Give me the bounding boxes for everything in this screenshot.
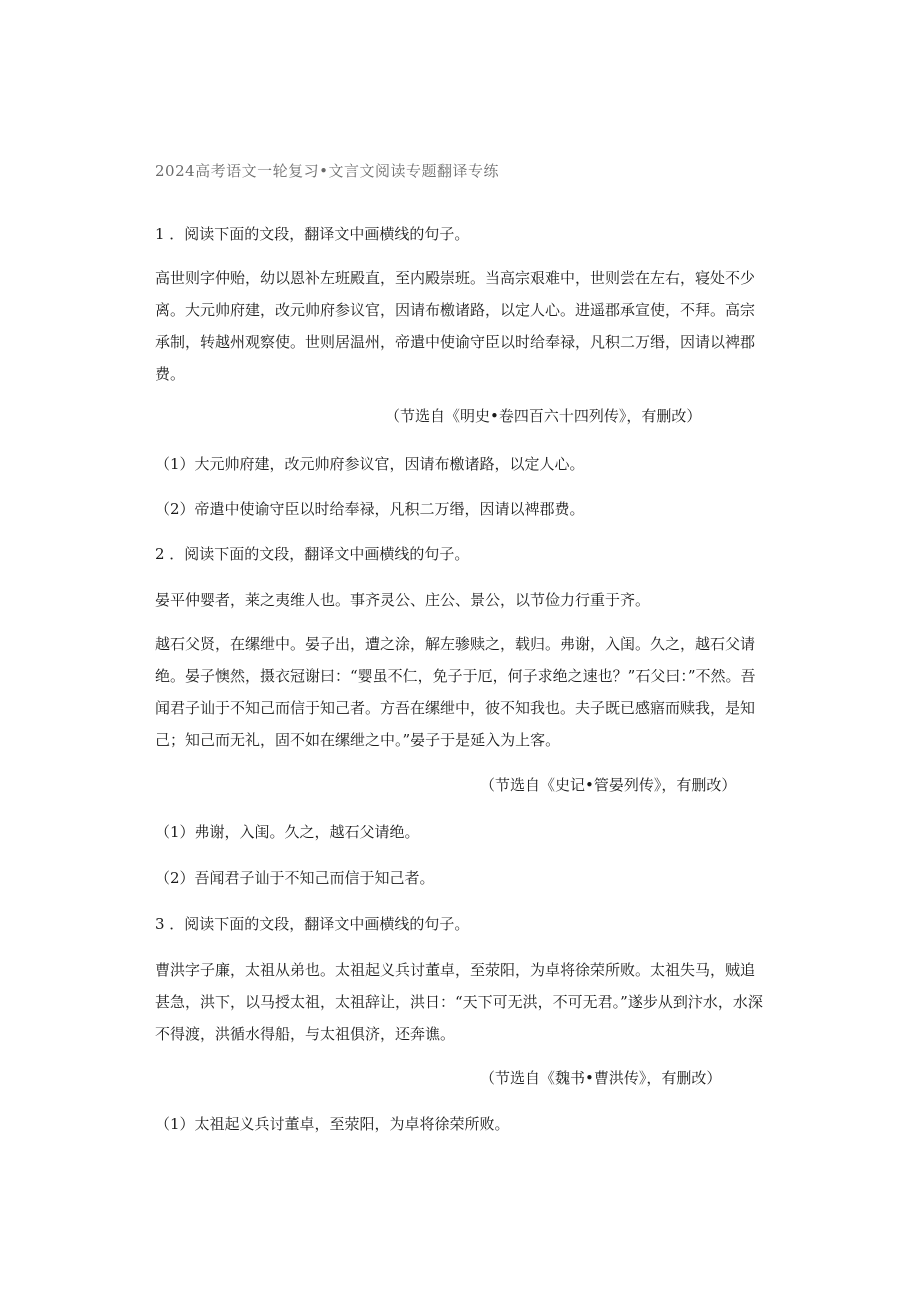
question-1-sub-2: （2）帝遣中使谕守臣以时给奉禄，凡积二万缗，因请以裨郡费。 (155, 500, 585, 518)
question-2-sub-1: （1）弗谢，入闺。久之，越石父请绝。 (155, 823, 420, 841)
question-3-heading: 3 ．阅读下面的文段，翻译文中画横线的句子。 (155, 915, 470, 933)
question-2-heading: 2 ．阅读下面的文段，翻译文中画横线的句子。 (155, 545, 470, 563)
question-3-sub-1: （1）太祖起义兵讨董卓，至荥阳，为卓将徐荣所败。 (155, 1115, 510, 1133)
document-title: 2024高考语文一轮复习•文言文阅读专题翻译专练 (155, 162, 500, 180)
question-2-source: （节选自《史记•管晏列传》，有删改） (480, 776, 737, 794)
question-3-source: （节选自《魏书•曹洪传》，有删改） (480, 1069, 722, 1087)
question-1-sub-1: （1）大元帅府建，改元帅府参议官，因请布檄诸路，以定人心。 (155, 455, 585, 473)
question-1-heading: 1 ．阅读下面的文段，翻译文中画横线的句子。 (155, 225, 470, 243)
question-1-passage: 高世则字仲贻，幼以恩补左班殿直，至内殿崇班。当高宗艰难中，世则尝在左右，寝处不少离。大元帅府建，改元帅府参议官，因请布檄诸路，以定人心。进遥郡承宣使，不拜。高宗承制，转越州观察使。世则居温州，帝遣中使谕守臣以时给奉禄，凡积二万缗，因请以裨郡费。 (155, 269, 756, 383)
question-1-source: （节选自《明史•卷四百六十四列传》，有删改） (385, 407, 702, 425)
question-3-passage: 曹洪字子廉，太祖从弟也。太祖起义兵讨董卓，至荥阳，为卓将徐荣所败。太祖失马，贼追甚急，洪下，以马授太祖，太祖辞让，洪日：“天下可无洪，不可无君。”遂步从到汴水，水深不得渡，洪循水得船，与太祖俱济，还奔谯。 (155, 961, 763, 1043)
question-2-passage-2: 越石父贤，在缧绁中。晏子出，遭之涂，解左骖赎之，载归。弗谢，入闺。久之，越石父请绝。晏子懊然，摄衣冠谢曰：“婴虽不仁，免子于厄，何子求绝之速也？”石父曰：”不然。吾闻君子讪于不知己而信于知己者。方吾在缧绁中，彼不知我也。夫子既已感寤而赎我，是知己；知己而无礼，固不如在缧绁之中。”晏子于是延入为上客。 (155, 635, 756, 749)
question-2-passage-1: 晏平仲婴者，莱之夷维人也。事齐灵公、庄公、景公，以节俭力行重于齐。 (155, 591, 651, 609)
question-2-sub-2: （2）吾闻君子讪于不知己而信于知己者。 (155, 869, 435, 887)
